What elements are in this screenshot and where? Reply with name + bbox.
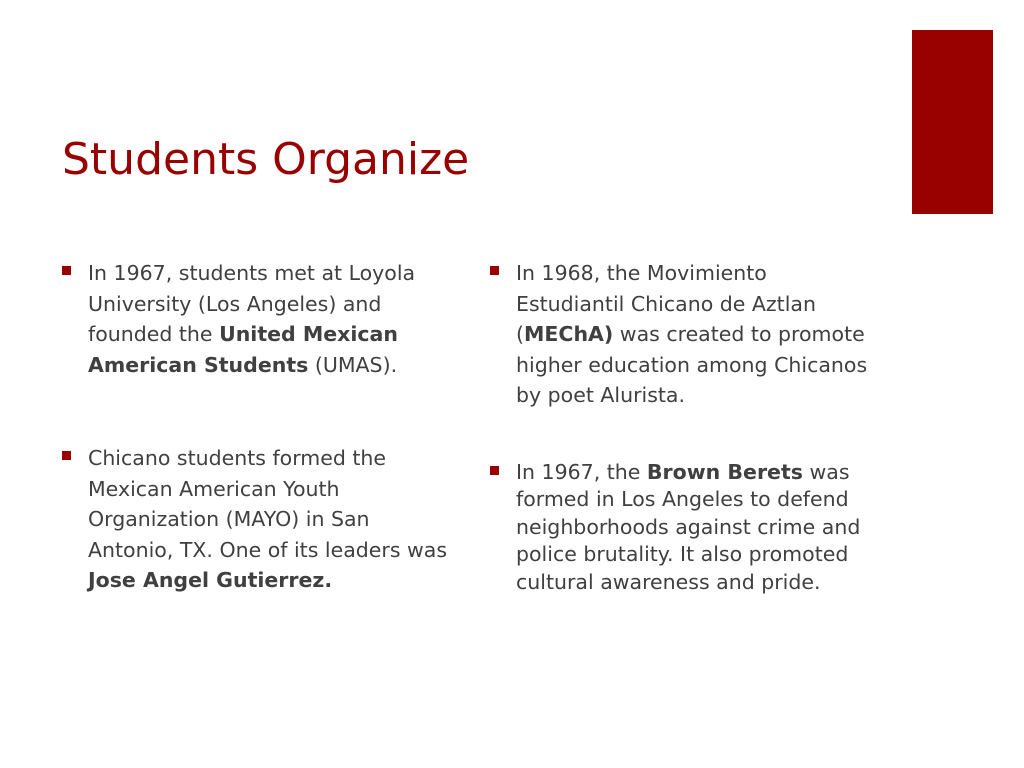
bold-term: Brown Berets — [646, 459, 803, 484]
square-bullet-icon — [490, 466, 499, 475]
square-bullet-icon — [62, 266, 71, 275]
square-bullet-icon — [62, 451, 71, 460]
bullet-item — [490, 459, 870, 597]
bullet-item — [62, 443, 452, 596]
slide-title: Students Organize — [62, 134, 470, 185]
bullet-text: Chicano students formed the Mexican American Youth Organization (MAYO) in San Antonio, TX. One of its leaders was Jose Angel Gutierrez. — [88, 446, 448, 592]
right-column — [490, 258, 870, 596]
square-bullet-icon — [490, 266, 499, 275]
bold-term: Jose Angel Gutierrez. — [88, 568, 333, 592]
accent-bar — [912, 30, 993, 214]
bullet-text: In 1967, the Brown Berets was formed in Los Angeles to defend neighborhoods against crime and police brutality. It also promoted cultural awareness and pride. — [516, 459, 861, 594]
bullet-text: In 1968, the Movimiento Estudiantil Chicano de Aztlan (MEChA) was created to promote higher education among Chicanos by poet Alurista. — [516, 261, 868, 407]
bullet-item — [490, 258, 870, 411]
bullet-text: In 1967, students met at Loyola University (Los Angeles) and founded the United Mexican American Students (UMAS). — [88, 261, 416, 377]
bullet-item — [62, 258, 452, 380]
left-column — [62, 258, 452, 596]
bold-term: MEChA) — [524, 322, 614, 346]
bold-term: United Mexican American Students — [88, 322, 398, 377]
